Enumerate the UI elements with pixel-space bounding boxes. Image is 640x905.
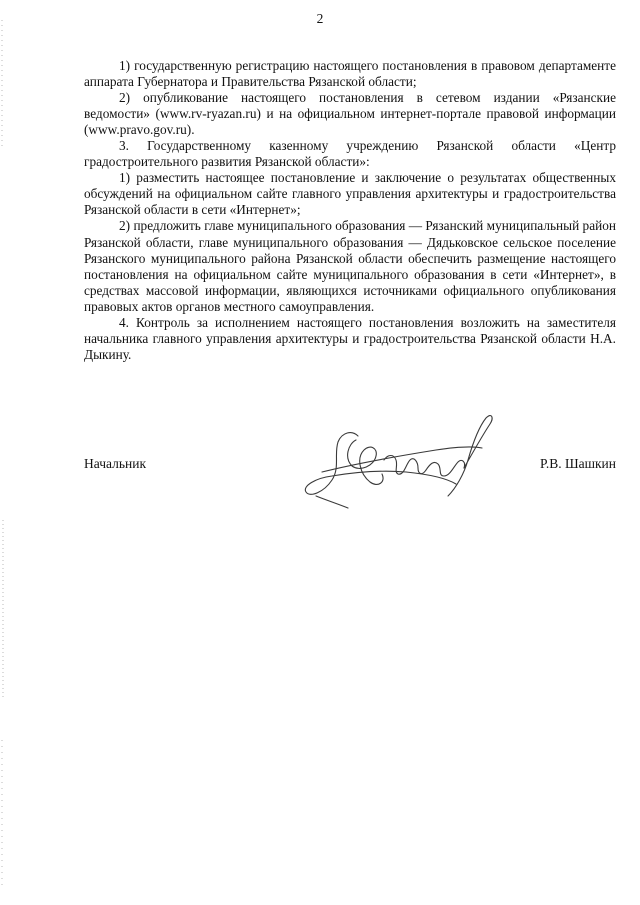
document-body xyxy=(84,58,616,363)
scan-margin-marks xyxy=(0,0,8,905)
paragraph: 3. Государственному казенному учреждению Рязанской области «Центр градостроительного развития Рязанской области»: xyxy=(84,138,616,170)
paragraph: 2) предложить главе муниципального образования — Рязанский муниципальный район Рязанской области, главе муниципального образования — Дядьковское сельское поселение Рязанского муниципального района Рязанской области обеспечить размещение настоящего постановления на официальном сайте муниципального образования в сети «Интернет», в средствах массовой информации, являющихся источниками официального опубликования правовых актов органов местного самоуправления. xyxy=(84,218,616,314)
paragraph: 1) государственную регистрацию настоящего постановления в правовом департаменте аппарата Губернатора и Правительства Рязанской области; xyxy=(84,58,616,90)
page-number: 2 xyxy=(316,11,324,26)
signer-name: Р.В. Шашкин xyxy=(540,456,616,471)
paragraph: 2) опубликование настоящего постановления в сетевом издании «Рязанские ведомости» (www.rv-ryazan.ru) и на официальном интернет-портале правовой информации (www.pravo.gov.ru). xyxy=(84,90,616,138)
signer-position: Начальник xyxy=(84,456,147,471)
paragraph: 1) разместить настоящее постановление и заключение о результатах общественных обсуждений на официальном сайте главного управления архитектуры и градостроительства Рязанской области в сети «Интернет»; xyxy=(84,170,616,218)
signature-block xyxy=(84,456,616,476)
paragraph: 4. Контроль за исполнением настоящего постановления возложить на заместителя начальника главного управления архитектуры и градостроительства Рязанской области Н.А. Дыкину. xyxy=(84,314,616,362)
